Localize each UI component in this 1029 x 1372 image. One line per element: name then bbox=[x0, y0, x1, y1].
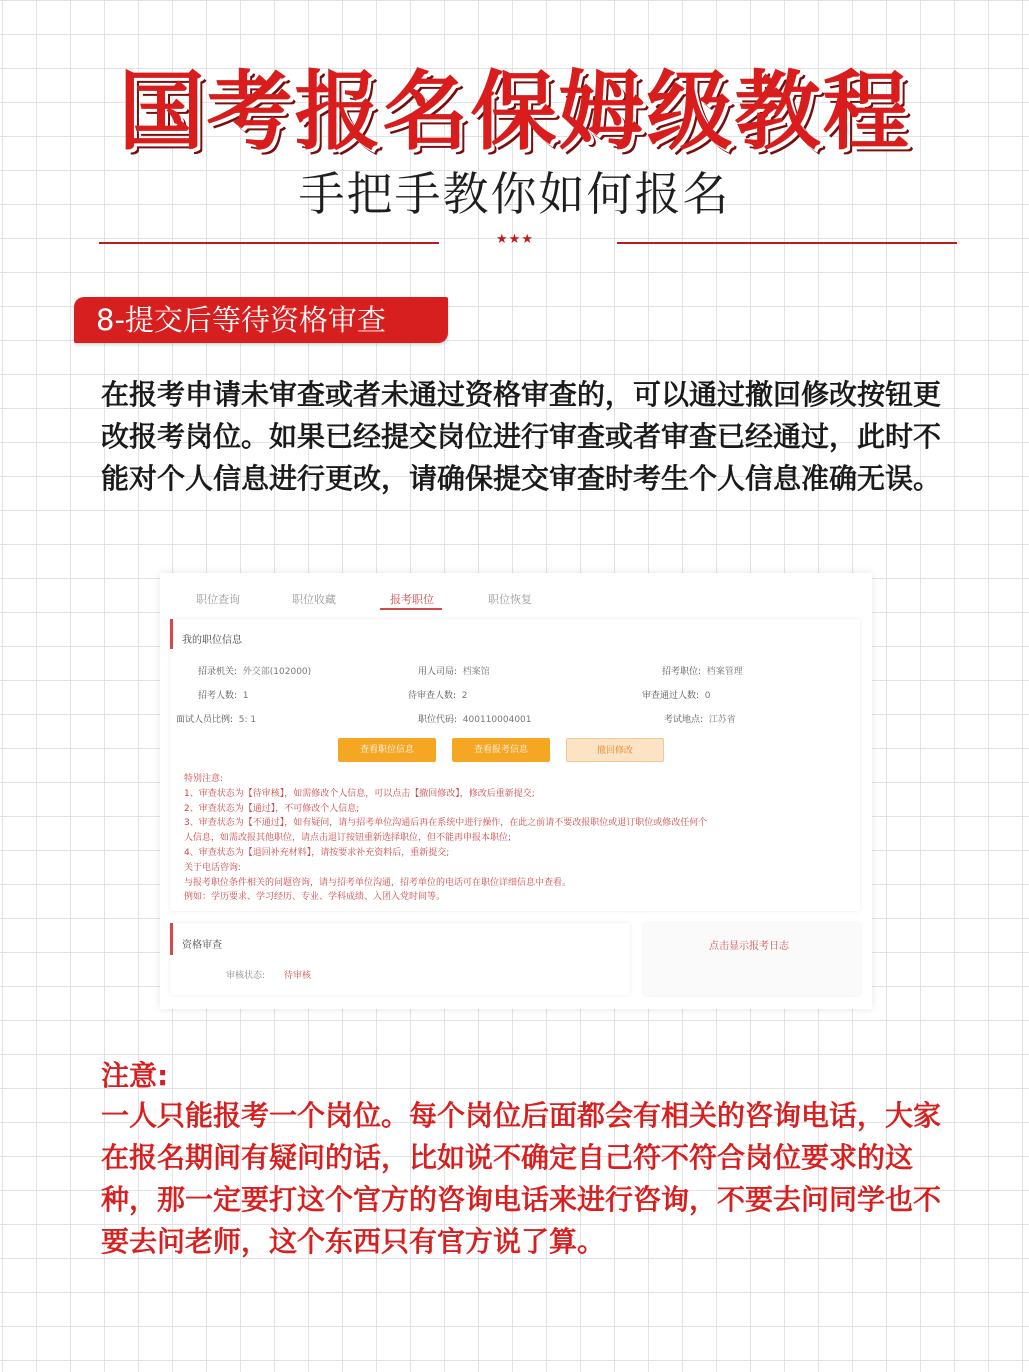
note-line: 例如：学历要求、学习经历、专业、学科成绩、入团入党时间等。 bbox=[184, 892, 446, 903]
review-status-label: 审核状态: bbox=[226, 971, 266, 981]
qualification-review-panel bbox=[170, 923, 630, 995]
show-log-link[interactable]: 点击显示报考日志 bbox=[709, 941, 789, 952]
field-interview-ratio: 面试人员比例: 5: 1 bbox=[176, 715, 257, 725]
special-notes bbox=[184, 772, 854, 905]
view-position-button[interactable]: 查看职位信息 bbox=[338, 738, 436, 762]
view-application-button[interactable]: 查看报考信息 bbox=[452, 738, 550, 762]
note-line: 特别注意: bbox=[184, 774, 224, 784]
field-pending-review: 待审查人数: 2 bbox=[408, 691, 468, 701]
registration-screenshot bbox=[160, 573, 872, 1009]
field-recruiting-agency: 招录机关: 外交部(102000) bbox=[198, 667, 312, 677]
tab-position-search[interactable]: 职位查询 bbox=[196, 593, 240, 606]
note-line: 1、审查状态为【待审核】，如需修改个人信息，可以点击【撤回修改】，修改后重新提交; bbox=[184, 788, 535, 799]
page-title: 国考报名保姆级教程 bbox=[118, 62, 911, 162]
notice-title: 注意: bbox=[101, 1059, 169, 1092]
position-info-title: 我的职位信息 bbox=[182, 635, 242, 646]
field-position-code: 职位代码: 400110004001 bbox=[418, 715, 532, 725]
field-position: 招考职位: 档案管理 bbox=[662, 667, 743, 677]
note-line: 人信息，如需改报其他职位，请点击退订按钮重新选择职位，但不能再申报本职位; bbox=[184, 833, 512, 844]
note-line: 3、审查状态为【不通过】，如有疑问，请与招考单位沟通后再在系统中进行操作，在此之前请不要改报职位或退订职位或修改任何个 bbox=[184, 818, 708, 829]
page-subtitle: 手把手教你如何报名 bbox=[298, 167, 731, 221]
note-line: 与报考职位条件相关的问题咨询，请与招考单位沟通，招考单位的电话可在职位详细信息中查看。 bbox=[184, 877, 572, 888]
active-tab-indicator bbox=[380, 608, 442, 610]
position-info-panel bbox=[170, 619, 860, 911]
note-line: 关于电话咨询: bbox=[184, 862, 242, 873]
field-headcount: 招考人数: 1 bbox=[198, 691, 249, 701]
field-department: 用人司局: 档案馆 bbox=[418, 667, 490, 677]
note-line: 2、审查状态为【通过】，不可修改个人信息; bbox=[184, 803, 360, 814]
tab-applied-position[interactable]: 报考职位 bbox=[390, 593, 434, 606]
tab-position-favorites[interactable]: 职位收藏 bbox=[292, 593, 336, 606]
divider-stars: ★★★ bbox=[496, 232, 534, 247]
note-line: 4、审查状态为【退回补充材料】，请按要求补充资料后，重新提交; bbox=[184, 847, 450, 858]
field-exam-location: 考试地点: 江苏省 bbox=[664, 715, 736, 725]
section-badge: 8-提交后等待资格审查 bbox=[74, 297, 448, 343]
review-panel-title: 资格审查 bbox=[182, 940, 222, 951]
log-panel bbox=[644, 923, 860, 995]
tab-position-restore[interactable]: 职位恢复 bbox=[488, 593, 532, 606]
field-approved-count: 审查通过人数: 0 bbox=[642, 691, 711, 701]
intro-paragraph: 在报考申请未审查或者未通过资格审查的，可以通过撤回修改按钮更改报考岗位。如果已经提交岗位进行审查或者审查已经通过，此时不能对个人信息进行更改，请确保提交审查时考生个人信息准确无误。 bbox=[101, 378, 942, 495]
notice-body: 一人只能报考一个岗位。每个岗位后面都会有相关的咨询电话，大家在报名期间有疑问的话，比如说不确定自己符不符合岗位要求的这种，那一定要打这个官方的咨询电话来进行咨询，不要去问同学也不要去问老师，这个东西只有官方说了算。 bbox=[101, 1099, 942, 1258]
review-status-badge: 待审核 bbox=[284, 971, 312, 981]
panel-accent-bar bbox=[170, 619, 173, 649]
withdraw-edit-button[interactable]: 撤回修改 bbox=[566, 738, 664, 762]
divider-left bbox=[99, 242, 439, 244]
panel-accent-bar bbox=[170, 923, 173, 955]
divider-right bbox=[617, 242, 957, 244]
